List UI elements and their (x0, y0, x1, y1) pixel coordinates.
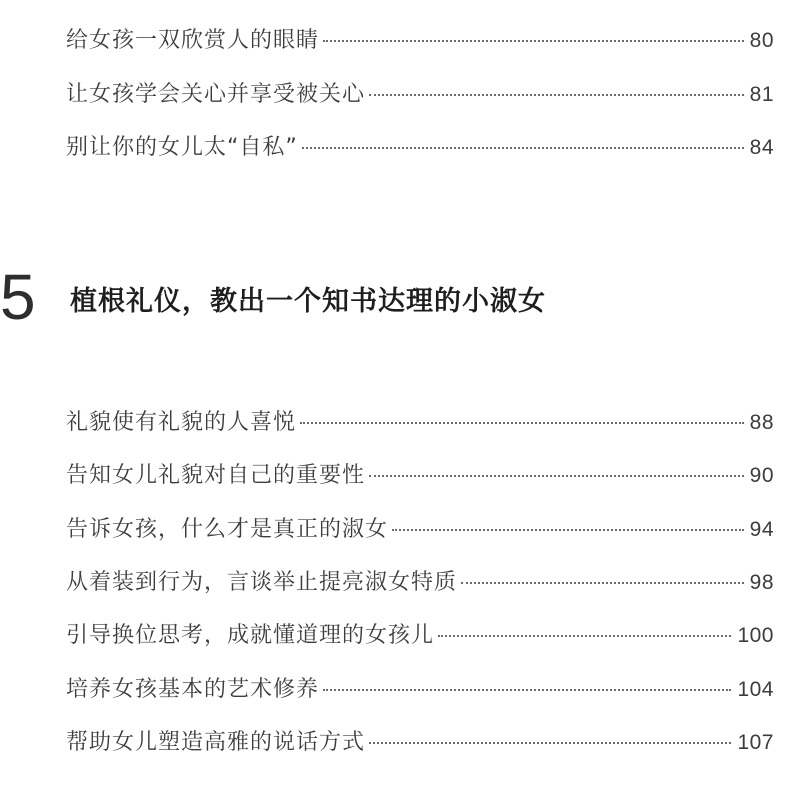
toc-leader-dots (323, 689, 731, 691)
toc-leader-dots (300, 422, 744, 424)
toc-entry-title: 培养女孩基本的艺术修养 (66, 677, 320, 702)
toc-entry-title: 帮助女儿塑造高雅的说话方式 (66, 730, 366, 755)
toc-entry (66, 408, 774, 438)
toc-entry-title: 告诉女孩，什么才是真正的淑女 (66, 517, 389, 542)
toc-leader-dots (392, 529, 744, 531)
toc-entry-title: 给女孩一双欣赏人的眼睛 (66, 28, 320, 53)
toc-entry-page: 81 (749, 83, 774, 106)
toc-entry (66, 461, 774, 491)
toc-entry-page: 100 (737, 624, 774, 647)
toc-entry-title: 让女孩学会关心并享受被关心 (66, 82, 366, 107)
toc-entry-page: 84 (749, 136, 774, 159)
toc-entry (66, 675, 774, 705)
toc-entry-page: 94 (749, 518, 774, 541)
toc-leader-dots (323, 40, 744, 42)
toc-entry-page: 80 (749, 29, 774, 52)
toc-entry-title: 引导换位思考，成就懂道理的女孩儿 (66, 623, 435, 648)
toc-entry-page: 107 (737, 731, 774, 754)
toc-entry-page: 88 (749, 411, 774, 434)
toc-leader-dots (438, 635, 731, 637)
toc-leader-dots (461, 582, 744, 584)
toc-entry (66, 728, 774, 758)
toc-entry-title: 礼貌使有礼貌的人喜悦 (66, 410, 297, 435)
toc-entry (66, 621, 774, 651)
toc-entry-title: 从着装到行为，言谈举止提亮淑女特质 (66, 570, 458, 595)
chapter-number: 5 (0, 261, 36, 333)
toc-entry-page: 90 (749, 464, 774, 487)
toc-leader-dots (369, 94, 744, 96)
toc-leader-dots (369, 475, 744, 477)
toc-entry (66, 515, 774, 545)
chapter-title: 植根礼仪，教出一个知书达理的小淑女 (70, 286, 546, 317)
toc-entry (66, 568, 774, 598)
toc-entry-page: 104 (737, 678, 774, 701)
toc-leader-dots (302, 147, 744, 149)
chapter-heading (0, 252, 800, 342)
toc-leader-dots (369, 742, 731, 744)
toc-entry-title: 告知女儿礼貌对自己的重要性 (66, 463, 366, 488)
toc-entry (66, 133, 774, 163)
toc-entry (66, 26, 774, 56)
toc-entry (66, 80, 774, 110)
toc-entry-title: 别让你的女儿太“自私” (66, 135, 298, 160)
toc-entry-page: 98 (749, 571, 774, 594)
